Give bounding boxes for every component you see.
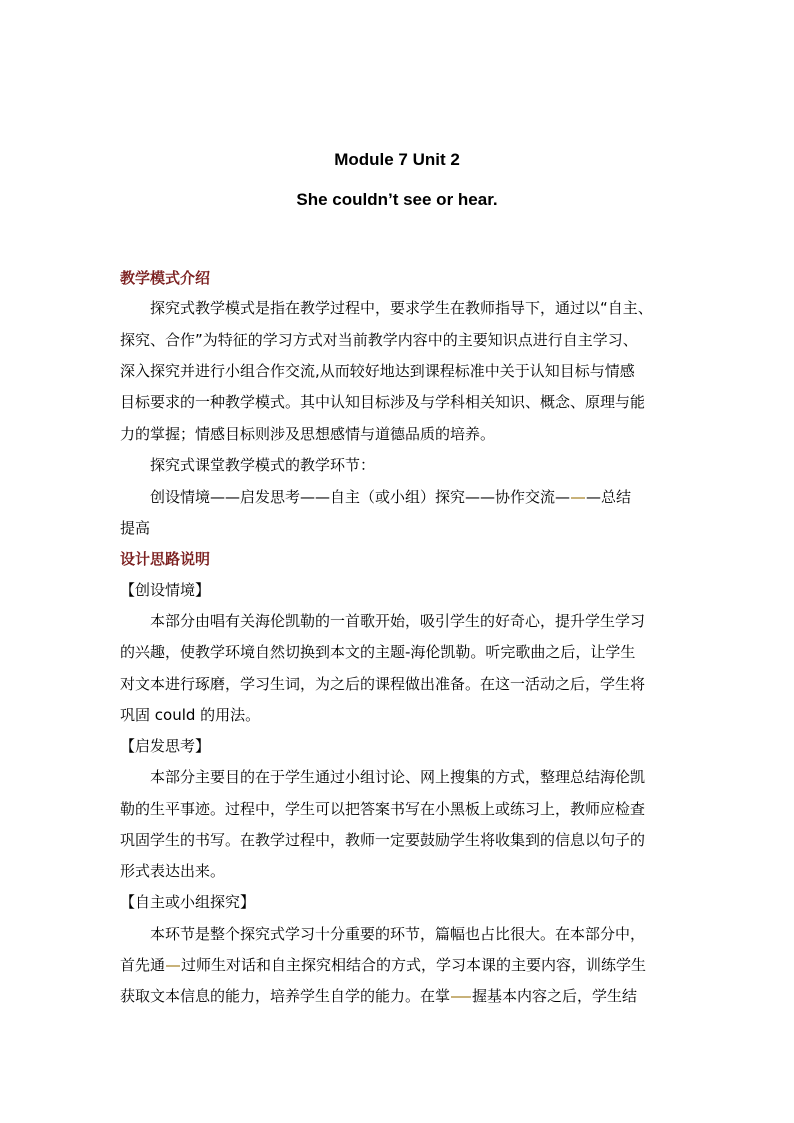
paragraph-line: 巩固学生的书写。在教学过程中，教师一定要鼓励学生将收集到的信息以句子的 [120,831,646,849]
section-heading-mode: 教学模式介绍 [120,269,211,287]
paragraph-line: 巩固 could 的用法。 [120,706,261,724]
paragraph-line [120,986,637,1006]
paragraph-line: 的兴趣，使教学环境自然切换到本文的主题-海伦凯勒。听完歌曲之后，让学生 [120,643,636,661]
teaching-steps-end: —总结 [586,488,632,506]
paragraph-line: 本部分由唱有关海伦凯勒的一首歌开始，吸引学生的好奇心，提升学生学习 [150,612,646,630]
paragraph-line: 勒的生平事迹。过程中，学生可以把答案书写在小黑板上或练习上，教师应检查 [120,800,646,818]
section-heading-design: 设计思路说明 [120,550,211,568]
paragraph-text: 获取文本信息的能力，培养学生自学的能力。在掌 [120,987,451,1005]
paragraph-line: 力的掌握；情感目标则涉及思想感情与道德品质的培养。 [120,425,496,443]
subheading-explore: 【自主或小组探究】 [120,893,256,911]
page-title: Module 7 Unit 2 [334,150,460,169]
paragraph-line [120,955,646,975]
edit-mark [166,965,180,967]
page-subtitle: She couldn’t see or hear. [296,190,498,209]
paragraph-line: 深入探究并进行小组合作交流,从而较好地达到课程标准中关于认知目标与情感 [120,362,635,380]
paragraph-text: 过师生对话和自主探究相结合的方式，学习本课的主要内容，训练学生 [181,956,647,974]
paragraph-line: 形式表达出来。 [120,862,226,880]
paragraph-line: 本环节是整个探究式学习十分重要的环节，篇幅也占比很大。在本部分中， [150,925,646,943]
subheading-scenario: 【创设情境】 [120,581,211,599]
paragraph-line: 探究式课堂教学模式的教学环节： [150,456,376,474]
paragraph-line: 提高 [120,519,151,537]
teaching-steps-line [150,487,631,507]
teaching-steps-text: 创设情境——启发思考——自主（或小组）探究——协作交流— [150,488,571,506]
paragraph-line: 目标要求的一种教学模式。其中认知目标涉及与学科相关知识、概念、原理与能 [120,393,646,411]
subheading-inspire: 【启发思考】 [120,737,211,755]
edit-mark [571,497,585,499]
paragraph-line: 探究、合作”为特征的学习方式对当前教学内容中的主要知识点进行自主学习、 [120,331,638,349]
paragraph-text: 首先通 [120,956,166,974]
edit-mark [451,996,471,998]
paragraph-text: 握基本内容之后，学生结 [472,987,638,1005]
paragraph-line: 本部分主要目的在于学生通过小组讨论、网上搜集的方式，整理总结海伦凯 [150,768,646,786]
paragraph-line: 对文本进行琢磨，学习生词，为之后的课程做出准备。在这一活动之后，学生将 [120,675,646,693]
paragraph-line: 探究式教学模式是指在教学过程中，要求学生在教师指导下，通过以“自主、 [150,299,653,317]
